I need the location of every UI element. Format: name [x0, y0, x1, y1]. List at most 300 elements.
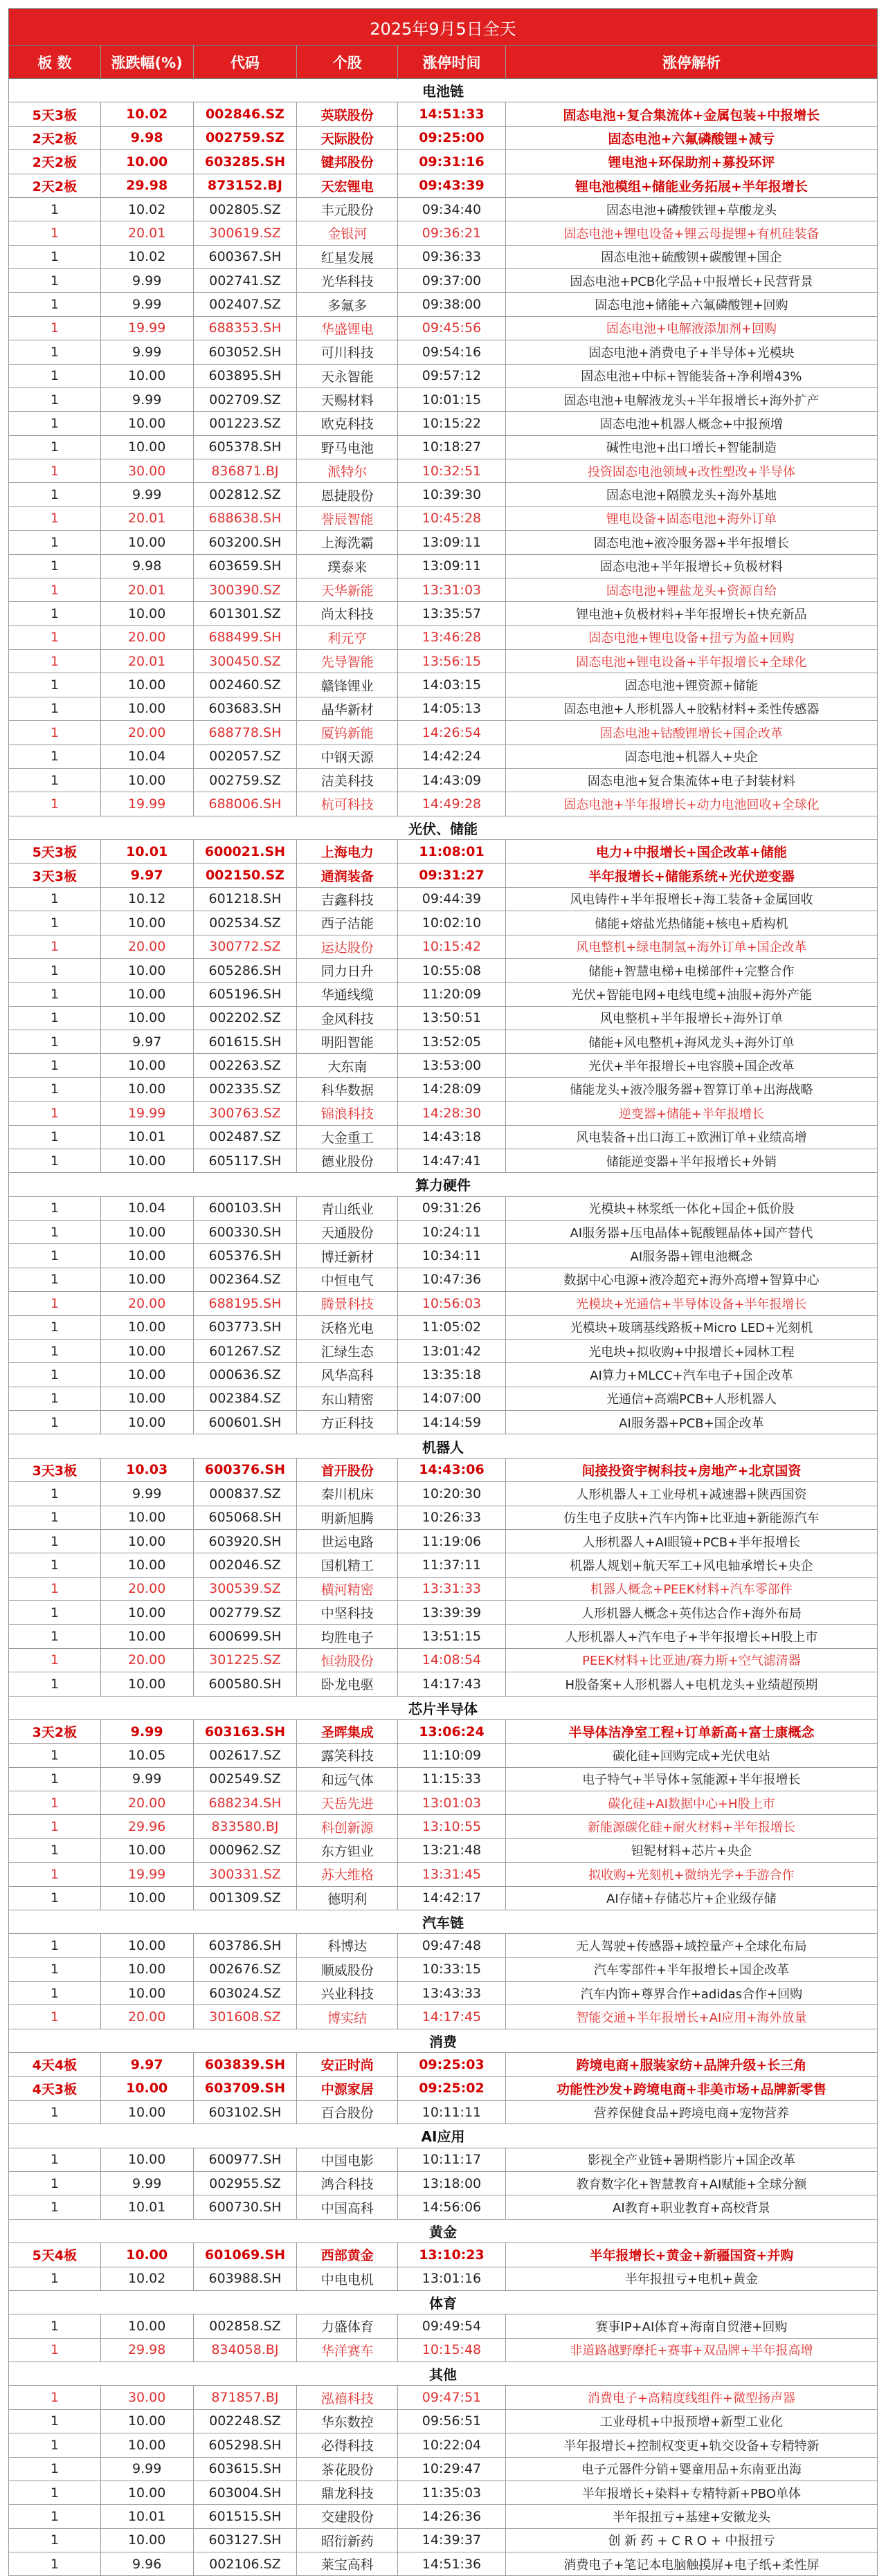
code-cell: 300772.SZ: [194, 935, 298, 958]
time-cell: 13:18:00: [398, 2172, 506, 2195]
change-cell: 9.99: [101, 1720, 194, 1743]
change-cell: 9.96: [101, 2552, 194, 2575]
stock-cell: 键邦股份: [297, 150, 398, 173]
code-cell: 688353.SH: [194, 317, 298, 340]
stock-cell: 通润装备: [297, 864, 398, 886]
analysis-cell: 智能交通+半年报增长+AI应用+海外放量: [576, 2011, 807, 2026]
stock-cell: 光华科技: [297, 269, 398, 292]
table-row: [8, 1601, 878, 1625]
stock-cell: 杭可科技: [297, 792, 398, 815]
time-cell: 09:37:00: [398, 269, 506, 292]
stock-cell: 鼎龙科技: [297, 2481, 398, 2504]
analysis-cell: 影视全产业链+暑期档影片+国企改革: [587, 2153, 795, 2168]
time-cell: 13:01:16: [398, 2267, 506, 2290]
analysis-cell: 半年报扭亏+基建+安徽龙头: [612, 2510, 770, 2525]
change-cell: 10.00: [101, 1078, 194, 1101]
code-cell: 002759.SZ: [194, 769, 298, 792]
analysis-cell: 固态电池+锂电设备+扭亏为盈+回购: [588, 631, 795, 646]
time-cell: 13:01:03: [398, 1791, 506, 1814]
table-row: [8, 1030, 878, 1054]
time-cell: 10:15:42: [398, 935, 506, 958]
change-cell: 10.04: [101, 1197, 194, 1220]
analysis-cell: 创 新 药 + C R O + 中报扭亏: [608, 2534, 775, 2549]
analysis-cell: 碱性电池+出口增长+智能制造: [606, 441, 777, 456]
analysis-cell: 钽铌材料+芯片+央企: [631, 1844, 752, 1859]
analysis-cell: 风电铸件+半年报增长+海工装备+金属回收: [570, 893, 813, 908]
code-cell: 002057.SZ: [194, 745, 298, 768]
stock-cell: 中国电影: [297, 2148, 398, 2171]
analysis-cell: 固态电池+锂电设备+锂云母提锂+有机硅装备: [563, 226, 820, 241]
time-cell: 14:07:00: [398, 1387, 506, 1410]
stock-cell: 英联股份: [297, 102, 398, 125]
board-cell: 1: [9, 626, 101, 649]
code-cell: 834058.BJ: [194, 2339, 298, 2362]
change-cell: 10.00: [101, 150, 194, 173]
time-cell: 09:47:51: [398, 2386, 506, 2409]
analysis-cell: AI算力+MLCC+汽车电子+国企改革: [590, 1368, 793, 1383]
code-cell: 002549.SZ: [194, 1768, 298, 1791]
code-cell: 000837.SZ: [194, 1482, 298, 1505]
change-cell: 10.00: [101, 2314, 194, 2337]
board-cell: 4天3板: [9, 2077, 101, 2100]
table-row: [8, 1839, 878, 1863]
code-cell: 600601.SH: [194, 1411, 298, 1434]
table-row: [8, 317, 878, 340]
section-header: AI应用: [8, 2124, 878, 2148]
board-cell: 1: [9, 269, 101, 292]
code-cell: 833580.BJ: [194, 1815, 298, 1838]
board-cell: 2天2板: [9, 150, 101, 173]
change-cell: 20.00: [101, 2005, 194, 2028]
change-cell: 19.99: [101, 1863, 194, 1885]
code-cell: 600730.SH: [194, 2195, 298, 2218]
table-row: [8, 959, 878, 983]
time-cell: 14:43:18: [398, 1126, 506, 1149]
stock-cell: 赣锋锂业: [297, 673, 398, 696]
code-cell: 002384.SZ: [194, 1387, 298, 1410]
change-cell: 10.00: [101, 673, 194, 696]
analysis-cell: 锂电设备+固态电池+海外订单: [606, 512, 777, 527]
code-cell: 600330.SH: [194, 1221, 298, 1243]
code-cell: 002858.SZ: [194, 2314, 298, 2337]
time-cell: 09:31:26: [398, 1197, 506, 1220]
change-cell: 10.00: [101, 1363, 194, 1386]
code-cell: 002335.SZ: [194, 1078, 298, 1101]
table-row: [8, 2101, 878, 2124]
section-header: 其他: [8, 2362, 878, 2386]
stock-cell: 派特尔: [297, 459, 398, 482]
board-cell: 1: [9, 436, 101, 459]
change-cell: 9.99: [101, 1768, 194, 1791]
table-row: [8, 673, 878, 697]
analysis-cell: 光模块+玻璃基线路板+Micro LED+光刻机: [570, 1321, 813, 1336]
table-row: [8, 935, 878, 959]
analysis-cell: 功能性沙发+跨境电商+非美市场+品牌新零售: [557, 2081, 826, 2097]
analysis-cell: 固态电池+机器人概念+中报预增: [599, 417, 783, 432]
change-cell: 20.00: [101, 721, 194, 744]
change-cell: 10.00: [101, 1149, 194, 1172]
change-cell: 10.00: [101, 983, 194, 1005]
table-row: [8, 2529, 878, 2552]
code-cell: 601515.SH: [194, 2505, 298, 2528]
board-cell: 1: [9, 483, 101, 506]
board-cell: 1: [9, 1934, 101, 1957]
board-cell: 1: [9, 2458, 101, 2481]
analysis-cell: 半年报增长+控制权变更+轨交设备+专精特新: [563, 2438, 820, 2454]
board-cell: 2天2板: [9, 174, 101, 197]
time-cell: 13:31:33: [398, 1578, 506, 1600]
change-cell: 10.02: [101, 198, 194, 221]
stock-cell: 丰元股份: [297, 198, 398, 221]
table-row: [8, 340, 878, 364]
table-row: [8, 769, 878, 792]
code-cell: 300539.SZ: [194, 1578, 298, 1600]
time-cell: 13:01:42: [398, 1340, 506, 1362]
change-cell: 9.99: [101, 269, 194, 292]
code-cell: 601069.SH: [194, 2243, 298, 2266]
header-analysis: 涨停解析: [662, 54, 721, 71]
board-cell: 1: [9, 1316, 101, 1339]
board-cell: 1: [9, 650, 101, 673]
code-cell: 001309.SZ: [194, 1887, 298, 1910]
analysis-cell: 营养保健食品+跨境电商+宠物营养: [593, 2105, 789, 2121]
time-cell: 10:55:08: [398, 959, 506, 982]
analysis-cell: 固态电池+锂电设备+半年报增长+全球化: [576, 655, 807, 670]
analysis-cell: 工业母机+中报预增+新型工业化: [599, 2415, 783, 2430]
change-cell: 29.96: [101, 1815, 194, 1838]
code-cell: 603200.SH: [194, 531, 298, 554]
board-cell: 1: [9, 1411, 101, 1434]
table-row: [8, 127, 878, 150]
table-row: [8, 1530, 878, 1553]
board-cell: 1: [9, 2005, 101, 2028]
analysis-cell: 风电装备+出口海工+欧洲订单+业绩高增: [576, 1131, 807, 1146]
code-cell: 002779.SZ: [194, 1601, 298, 1624]
table-row: [8, 2267, 878, 2291]
code-cell: 002248.SZ: [194, 2410, 298, 2433]
board-cell: 1: [9, 365, 101, 387]
board-cell: 1: [9, 246, 101, 268]
stock-cell: 鸿合科技: [297, 2172, 398, 2195]
analysis-cell: 固态电池+储能+六氟磷酸锂+回购: [595, 298, 788, 313]
time-cell: 13:43:33: [398, 1982, 506, 2004]
code-cell: 601615.SH: [194, 1030, 298, 1053]
table-row: [8, 2481, 878, 2505]
stock-cell: 露笑科技: [297, 1744, 398, 1766]
code-cell: 002407.SZ: [194, 293, 298, 316]
change-cell: 10.00: [101, 602, 194, 625]
board-cell: 1: [9, 2195, 101, 2218]
change-cell: 10.00: [101, 1601, 194, 1624]
section-header: 消费: [8, 2029, 878, 2053]
change-cell: 9.97: [101, 2053, 194, 2076]
table-row: [8, 2458, 878, 2481]
section-header: 芯片半导体: [8, 1697, 878, 1720]
change-cell: 20.01: [101, 650, 194, 673]
table-row: [8, 1340, 878, 1363]
board-cell: 1: [9, 1506, 101, 1529]
change-cell: 10.00: [101, 1887, 194, 1910]
code-cell: 300390.SZ: [194, 578, 298, 601]
board-cell: 1: [9, 221, 101, 244]
analysis-cell: 半年报扭亏+电机+黄金: [624, 2272, 758, 2287]
code-cell: 002741.SZ: [194, 269, 298, 292]
stock-cell: 风华高科: [297, 1363, 398, 1386]
table-row: [8, 1387, 878, 1411]
analysis-cell: 消费电子+笔记本电脑触摸屏+电子纸+柔性屏: [563, 2557, 820, 2573]
change-cell: 10.00: [101, 2101, 194, 2123]
time-cell: 09:36:33: [398, 246, 506, 268]
board-cell: 1: [9, 888, 101, 911]
table-row: [8, 2195, 878, 2219]
board-cell: 1: [9, 1530, 101, 1553]
stock-cell: 尚太科技: [297, 602, 398, 625]
header-code: 代码: [194, 46, 298, 78]
change-cell: 20.00: [101, 1791, 194, 1814]
header-time: 涨停时间: [398, 46, 506, 78]
time-cell: 14:51:36: [398, 2552, 506, 2575]
analysis-cell: 储能+风电整机+海风龙头+海外订单: [588, 1035, 795, 1050]
time-cell: 10:47:36: [398, 1268, 506, 1291]
board-cell: 1: [9, 769, 101, 792]
time-cell: 10:39:30: [398, 483, 506, 506]
analysis-cell: 固态电池+复合集流体+电子封装材料: [587, 774, 795, 789]
header-change: 涨跌幅(%): [101, 46, 194, 78]
change-cell: 10.00: [101, 2433, 194, 2456]
stock-cell: 华东数控: [297, 2410, 398, 2433]
time-cell: 13:31:45: [398, 1863, 506, 1885]
board-cell: 1: [9, 1887, 101, 1910]
board-cell: 1: [9, 1268, 101, 1291]
analysis-cell: 固态电池+半年报增长+动力电池回收+全球化: [563, 797, 820, 812]
table-row: [8, 1316, 878, 1340]
board-cell: 1: [9, 2314, 101, 2337]
time-cell: 09:49:54: [398, 2314, 506, 2337]
analysis-cell: 汽车零部件+半年报增长+国企改革: [593, 1963, 789, 1978]
stock-cell: 百合股份: [297, 2101, 398, 2123]
analysis-cell: 机器人概念+PEEK材料+汽车零部件: [590, 1582, 793, 1598]
change-cell: 10.01: [101, 1126, 194, 1149]
board-cell: 3天3板: [9, 864, 101, 886]
table-row: [8, 102, 878, 126]
board-cell: 4天4板: [9, 2053, 101, 2076]
table-row: [8, 459, 878, 483]
board-cell: 1: [9, 673, 101, 696]
time-cell: 13:10:23: [398, 2243, 506, 2266]
code-cell: 601218.SH: [194, 888, 298, 911]
change-cell: 10.00: [101, 1625, 194, 1647]
board-cell: 1: [9, 531, 101, 554]
stock-cell: 明阳智能: [297, 1030, 398, 1053]
stock-cell: 可川科技: [297, 340, 398, 363]
analysis-cell: 光伏+半年报增长+电容膜+国企改革: [588, 1059, 795, 1075]
time-cell: 14:51:33: [398, 102, 506, 125]
change-cell: 10.00: [101, 2410, 194, 2433]
time-cell: 09:25:02: [398, 2077, 506, 2100]
time-cell: 11:05:02: [398, 1316, 506, 1339]
change-cell: 10.00: [101, 2481, 194, 2504]
table-row: [8, 507, 878, 531]
analysis-cell: 固态电池+液冷服务器+半年报增长: [593, 536, 789, 551]
time-cell: 10:11:11: [398, 2101, 506, 2123]
board-cell: 1: [9, 792, 101, 815]
board-cell: 1: [9, 2433, 101, 2456]
board-cell: 1: [9, 602, 101, 625]
table-row: [8, 1459, 878, 1482]
stock-cell: 中国高科: [297, 2195, 398, 2218]
stock-cell: 华洋赛车: [297, 2339, 398, 2362]
code-cell: 605378.SH: [194, 436, 298, 459]
board-cell: 1: [9, 2410, 101, 2433]
analysis-cell: 人形机器人+AI眼镜+PCB+半年报增长: [582, 1535, 801, 1550]
code-cell: 688499.SH: [194, 626, 298, 649]
analysis-cell: 光通信+高端PCB+人形机器人: [606, 1392, 777, 1407]
change-cell: 10.00: [101, 1221, 194, 1243]
change-cell: 20.00: [101, 935, 194, 958]
stock-cell: 国机精工: [297, 1553, 398, 1576]
time-cell: 13:31:03: [398, 578, 506, 601]
board-cell: 3天2板: [9, 1720, 101, 1743]
board-cell: 1: [9, 1292, 101, 1315]
table-row: [8, 483, 878, 506]
board-cell: 1: [9, 1078, 101, 1101]
analysis-cell: 人形机器人+汽车电子+半年报增长+H股上市: [565, 1630, 818, 1645]
table-row: [8, 1363, 878, 1387]
board-cell: 1: [9, 1768, 101, 1791]
analysis-cell: 电子特气+半导体+氢能源+半年报增长: [582, 1773, 801, 1788]
board-cell: 1: [9, 1649, 101, 1672]
change-cell: 10.00: [101, 911, 194, 934]
code-cell: 300331.SZ: [194, 1863, 298, 1885]
board-cell: 1: [9, 1030, 101, 1053]
table-row: [8, 1553, 878, 1577]
time-cell: 10:20:30: [398, 1482, 506, 1505]
analysis-cell: 电子元器件分销+婴童用品+东南亚出海: [581, 2463, 802, 2478]
change-cell: 20.01: [101, 507, 194, 530]
change-cell: 10.00: [101, 412, 194, 435]
change-cell: 10.00: [101, 1268, 194, 1291]
code-cell: 603920.SH: [194, 1530, 298, 1553]
code-cell: 603024.SZ: [194, 1982, 298, 2004]
analysis-cell: AI存储+存储芯片+企业级存储: [606, 1892, 777, 1907]
board-cell: 1: [9, 1815, 101, 1838]
board-cell: 1: [9, 1387, 101, 1410]
board-cell: 1: [9, 1149, 101, 1172]
change-cell: 29.98: [101, 174, 194, 197]
table-row: [8, 1578, 878, 1601]
analysis-cell: 固态电池+中标+智能装备+净利增43%: [581, 369, 802, 385]
table-row: [8, 1506, 878, 1530]
stock-cell: 世运电路: [297, 1530, 398, 1553]
stock-cell: 锦浪科技: [297, 1102, 398, 1124]
code-cell: 603659.SH: [194, 555, 298, 578]
board-cell: 1: [9, 1863, 101, 1885]
code-cell: 002805.SZ: [194, 198, 298, 221]
board-cell: 1: [9, 1340, 101, 1362]
table-row: [8, 1126, 878, 1149]
table-row: [8, 2148, 878, 2172]
table-row: [8, 1149, 878, 1173]
time-cell: 14:39:37: [398, 2529, 506, 2552]
time-cell: 11:08:01: [398, 840, 506, 863]
table-row: [8, 2552, 878, 2576]
analysis-cell: 跨境电商+服装家纺+品牌升级+长三角: [576, 2058, 807, 2074]
section-header: 光伏、储能: [8, 816, 878, 840]
time-cell: 09:25:00: [398, 127, 506, 149]
table-row: [8, 1411, 878, 1434]
code-cell: 688195.SH: [194, 1292, 298, 1315]
stock-cell: 运达股份: [297, 935, 398, 958]
change-cell: 19.99: [101, 792, 194, 815]
stock-cell: 苏大维格: [297, 1863, 398, 1885]
analysis-cell: 半年报增长+染料+专精特新+PBO单体: [581, 2486, 802, 2501]
code-cell: 002709.SZ: [194, 388, 298, 411]
change-cell: 9.99: [101, 293, 194, 316]
change-cell: 10.00: [101, 1340, 194, 1362]
board-cell: 1: [9, 1221, 101, 1243]
code-cell: 002364.SZ: [194, 1268, 298, 1291]
stock-cell: 中源家居: [297, 2077, 398, 2100]
code-cell: 603052.SH: [194, 340, 298, 363]
change-cell: 10.00: [101, 1672, 194, 1695]
time-cell: 14:43:09: [398, 769, 506, 792]
time-cell: 09:34:40: [398, 198, 506, 221]
table-row: [8, 2505, 878, 2528]
analysis-cell: 碳化硅+回购完成+光伏电站: [612, 1748, 770, 1764]
stock-cell: 中钢天源: [297, 745, 398, 768]
time-cell: 11:35:03: [398, 2481, 506, 2504]
table-row: [8, 436, 878, 459]
code-cell: 871857.BJ: [194, 2386, 298, 2409]
code-cell: 002106.SZ: [194, 2552, 298, 2575]
code-cell: 002812.SZ: [194, 483, 298, 506]
stock-cell: 金银河: [297, 221, 398, 244]
change-cell: 10.00: [101, 959, 194, 982]
section-header: 汽车链: [8, 1910, 878, 1934]
time-cell: 09:45:56: [398, 317, 506, 340]
stock-cell: 茶花股份: [297, 2458, 398, 2481]
change-cell: 10.00: [101, 1316, 194, 1339]
stock-cell: 华盛锂电: [297, 317, 398, 340]
analysis-cell: 碳化硅+AI数据中心+H股上市: [608, 1796, 775, 1811]
stock-cell: 吉鑫科技: [297, 888, 398, 911]
time-cell: 14:03:15: [398, 673, 506, 696]
time-cell: 09:43:39: [398, 174, 506, 197]
stock-cell: 博实结: [297, 2005, 398, 2028]
stock-cell: 均胜电子: [297, 1625, 398, 1647]
code-cell: 836871.BJ: [194, 459, 298, 482]
stock-cell: 大东南: [297, 1054, 398, 1077]
stock-cell: 圣晖集成: [297, 1720, 398, 1743]
code-cell: 301608.SZ: [194, 2005, 298, 2028]
change-cell: 10.05: [101, 1744, 194, 1766]
analysis-cell: 无人驾驶+传感器+域控量产+全球化布局: [576, 1939, 807, 1954]
change-cell: 30.00: [101, 459, 194, 482]
code-cell: 603988.SH: [194, 2267, 298, 2290]
stock-cell: 西子洁能: [297, 911, 398, 934]
table-row: [8, 626, 878, 650]
code-cell: 002263.SZ: [194, 1054, 298, 1077]
board-cell: 1: [9, 1482, 101, 1505]
table-title: 2025年9月5日全天: [8, 8, 878, 46]
change-cell: 20.01: [101, 578, 194, 601]
table-row: [8, 269, 878, 293]
board-cell: 3天3板: [9, 1459, 101, 1481]
time-cell: 10:11:17: [398, 2148, 506, 2171]
table-row: [8, 2314, 878, 2338]
code-cell: 688778.SH: [194, 721, 298, 744]
change-cell: 10.01: [101, 840, 194, 863]
